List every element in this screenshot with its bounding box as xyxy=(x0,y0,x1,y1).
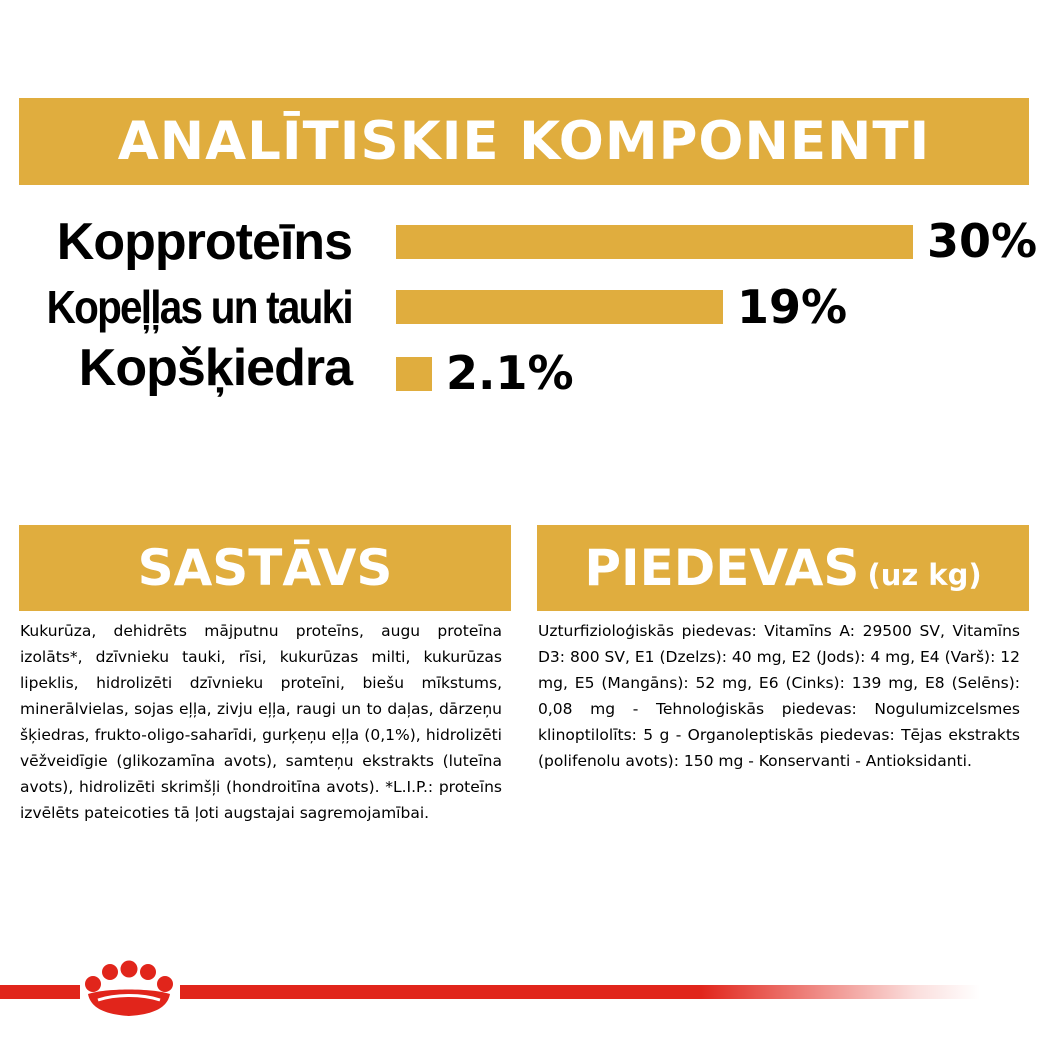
additives-banner xyxy=(537,525,1029,611)
analysis-label-fibre: Kopšķiedra xyxy=(78,339,352,397)
composition-title: SASTĀVS xyxy=(137,539,393,597)
royal-canin-crown-icon xyxy=(76,960,182,1018)
composition-text: Kukurūza, dehidrēts mājputnu proteīns, augu proteīna izolāts*, dzīvnieku tauki, rīsi, kukurūzas milti, kukurūzas lipeklis, hidrolizēti dzīvnieku proteīni, biešu mīkstums, minerālvielas, sojas eļļa, zivju eļļa, raugi un to daļas, dārzeņu šķiedras, frukto-oligo-saharīdi, gurķeņu eļļa (0,1%), hidrolizēti vēžveidīgie (glikozamīna avots), samteņu ekstrakts (luteīna avots), hidrolizēti skrimšļi (hondroitīna avots). *L.I.P.: proteīns izvēlēts pateicoties tā ļoti augstajai sagremojamībai. xyxy=(20,622,502,822)
analysis-title: ANALĪTISKIE KOMPONENTI xyxy=(117,111,931,172)
composition-banner xyxy=(19,525,511,611)
red-line-left xyxy=(0,985,80,999)
analysis-banner xyxy=(19,98,1029,185)
additives-text: Uzturfizioloģiskās piedevas: Vitamīns A: 29500 SV, Vitamīns D3: 800 SV, E1 (Dzelzs): 40 mg, E2 (Jods): 4 mg, E4 (Varš): 12 mg, E5 (Mangāns): 52 mg, E6 (Cinks): 139 mg, E8 (Selēns): 0,08 mg - Tehnoloģiskās piedevas: Nogulumizcelsmes klinoptilolīts: 5 g - Organoleptiskās piedevas: Tējas ekstrakts (polifenolu avots): 150 mg - Konservanti - Antioksidanti. xyxy=(538,622,1020,770)
analysis-value-protein: 30% xyxy=(927,214,1038,268)
additives-title-suffix: (uz kg) xyxy=(867,558,982,592)
analysis-label-fat: Kopeļļas un tauki xyxy=(46,281,352,333)
additives-title: PIEDEVAS xyxy=(584,539,860,597)
analysis-bar-fat xyxy=(396,290,723,324)
red-line-right xyxy=(180,985,980,999)
analysis-bar-protein xyxy=(396,225,913,259)
analysis-value-fat: 19% xyxy=(737,280,848,334)
analysis-label-protein: Kopproteīns xyxy=(56,213,352,271)
analysis-value-fibre: 2.1% xyxy=(446,346,574,400)
analysis-bar-fibre xyxy=(396,357,432,391)
